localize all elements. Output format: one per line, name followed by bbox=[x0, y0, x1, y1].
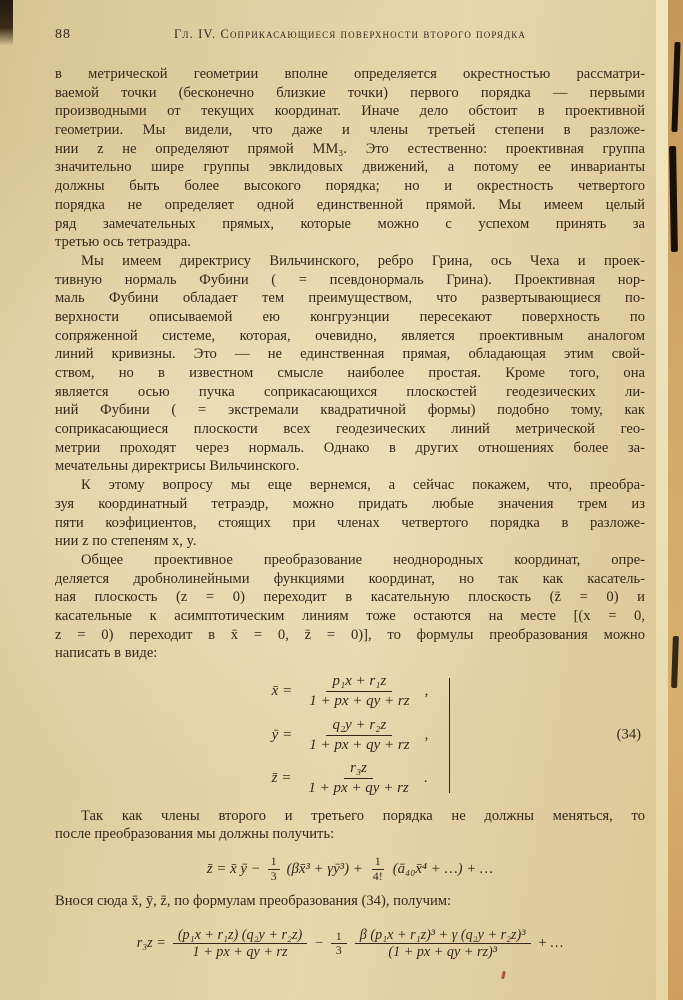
text-line: касательные к асимптотическим линиям тоже остаются на месте [(x = 0, bbox=[55, 607, 645, 624]
punctuation: . bbox=[423, 770, 428, 787]
eq-tail: (ā₄₀x̄⁴ + …) + … bbox=[392, 860, 494, 877]
text-line: маль Фубини обладает тем преимуществом, что развертывающиеся по- bbox=[55, 290, 645, 307]
eq-tail: + … bbox=[537, 935, 564, 952]
fraction bbox=[303, 673, 415, 711]
body-text-block bbox=[55, 892, 645, 911]
body-text-block bbox=[55, 65, 645, 663]
text-line: деляется дробнолинейными функциями координат, но так как касатель- bbox=[55, 570, 645, 587]
punctuation: , bbox=[424, 683, 429, 700]
eq-lhs: ȳ = bbox=[271, 726, 293, 743]
text-line: является осью пучка соприкасающихся плоскостей геодезических ли- bbox=[55, 383, 645, 400]
fraction-denominator: 3 bbox=[335, 943, 342, 958]
fraction-numerator: r₃z bbox=[344, 760, 373, 779]
fraction-numerator: 1 bbox=[268, 855, 280, 870]
text-line: z = 0) переходит в x̄ = 0, z̄ = 0)], то формулы преобразования можно bbox=[55, 626, 645, 643]
fraction-denominator: 1 + px + qy + rz bbox=[308, 780, 409, 797]
text-line: Мы имеем директрису Вильчинского, ребро Грина, ось Чеха и проек- bbox=[81, 252, 645, 269]
equation-zbar bbox=[272, 760, 429, 798]
equation-final bbox=[55, 927, 645, 961]
fraction-cubes bbox=[355, 927, 531, 961]
text-line: тивную нормаль Фубини ( = псевдонормаль Грина). Проективная нор- bbox=[55, 271, 645, 288]
equation-expansion bbox=[55, 855, 645, 884]
fraction-denominator: 1 + px + qy + rz bbox=[309, 693, 410, 710]
text-line: Общее проективное преобразование неоднородных координат, опре- bbox=[81, 551, 645, 568]
eq-lhs: z̄ = bbox=[271, 770, 292, 787]
text-line: зуя координатный тетраэдр, можно придать любые значения трем из bbox=[55, 495, 645, 512]
fraction-numerator: (p₁x + r₁z) (q₂y + r₂z) bbox=[173, 927, 307, 944]
body-text-block bbox=[55, 807, 645, 844]
fraction-one-over-4-factorial bbox=[370, 855, 386, 884]
eq-lhs: z̄ = x̄ ȳ − bbox=[206, 860, 261, 877]
scan-shadow-top-left bbox=[0, 0, 13, 46]
fraction-numerator: p₁x + r₁z bbox=[326, 673, 392, 692]
text-line: порядка не определяет одной единственной прямой. Мы имеем целый bbox=[55, 196, 645, 213]
paragraph bbox=[55, 252, 645, 476]
text-line: линий кривизны. Это — не единственная прямая, обладающая этим свой- bbox=[55, 346, 645, 363]
text-line: метрии проходят через нормаль. Однако в других отношениях более за- bbox=[55, 439, 645, 456]
equation-system bbox=[272, 673, 429, 798]
paragraph bbox=[55, 807, 645, 844]
fraction-numerator: 1 bbox=[372, 855, 384, 870]
chapter-running-head: Гл. IV. Соприкасающиеся поверхности второго порядка bbox=[174, 27, 526, 41]
text-line: ний Фубини ( = экстремали квадратичной формы) подобно тому, как bbox=[55, 402, 645, 419]
text-line: третью ось тетраэдра. bbox=[55, 234, 191, 251]
paragraph bbox=[55, 476, 645, 551]
text-line: пяти коэфициентов, стоящих при членах четвертого порядка в разложе- bbox=[55, 514, 645, 531]
text-line: ваемой точки (бесконечно близкие точки) первого порядка — первыми bbox=[55, 84, 645, 101]
text-line: Так как члены второго и третьего порядка не должны меняться, то bbox=[81, 807, 645, 824]
text-line: геометрии. Мы видели, что даже и члены третьей степени в разложе- bbox=[55, 122, 645, 139]
text-line: нии z не определяют прямой MM₃. Это естественно: проективная группа bbox=[55, 140, 645, 157]
fraction-one-third bbox=[331, 930, 347, 959]
paper-speck bbox=[501, 971, 506, 979]
punctuation: , bbox=[424, 726, 429, 743]
fraction bbox=[302, 760, 414, 798]
equation-number-34: (34) bbox=[616, 726, 641, 743]
system-brace-rule bbox=[449, 678, 450, 793]
text-line: мечательны директрисы Вильчинского. bbox=[55, 458, 300, 475]
text-line: в метрической геометрии вполне определяется окрестностью рассматри- bbox=[55, 66, 645, 82]
eq-middle: (βx̄³ + γȳ³) + bbox=[286, 860, 363, 877]
text-line: производными от текущих координат. Иначе дело обстоит в проективной bbox=[55, 103, 645, 120]
page-edge-strip bbox=[656, 0, 668, 1000]
running-header bbox=[55, 27, 645, 44]
text-line: после преобразования мы должны получить: bbox=[55, 826, 335, 843]
fraction-denominator: 3 bbox=[270, 868, 277, 883]
equation-ybar bbox=[272, 717, 429, 755]
fraction-product bbox=[173, 927, 307, 961]
fraction-denominator: 4! bbox=[372, 868, 383, 883]
fraction-denominator: (1 + px + qy + rz)³ bbox=[388, 944, 497, 961]
page-number: 88 bbox=[55, 27, 71, 42]
text-line: нии z по степеням x, y. bbox=[55, 533, 197, 550]
text-line: Внося сюда x̄, ȳ, z̄, по формулам преобразования (34), получим: bbox=[55, 893, 452, 910]
text-line: должны быть более высокого порядка; но и окрестность четвертого bbox=[55, 178, 645, 195]
text-line: значительно шире группы эвклидовых движений, а потому ее инварианты bbox=[55, 159, 645, 176]
fraction-denominator: 1 + px + qy + rz bbox=[192, 944, 288, 961]
text-line: ряд замечательных прямых, которые можно с успехом принять за bbox=[55, 215, 645, 232]
paragraph bbox=[55, 551, 645, 663]
fraction-numerator: 1 bbox=[331, 930, 347, 945]
text-line: К этому вопросу мы еще вернемся, а сейчас покажем, что, преобра- bbox=[81, 477, 645, 494]
text-line: ством, но в известном смысле наиболее простая. Кроме того, она bbox=[55, 365, 645, 381]
text-line: соприкасающиеся плоскости всех геодезических линий метрической гео- bbox=[55, 421, 645, 438]
equation-xbar bbox=[272, 673, 429, 711]
paragraph bbox=[55, 65, 645, 252]
text-line: написать в виде: bbox=[55, 645, 158, 662]
fraction-one-third bbox=[268, 855, 280, 884]
fraction-numerator: β (p₁x + r₁z)³ + γ (q₂y + r₂z)³ bbox=[355, 927, 531, 944]
text-line: ная плоскость (z = 0) переходит в касательную плоскость (z̄ = 0) и bbox=[55, 589, 645, 606]
text-line: сопряженной системе, которая, очевидно, является проективным аналогом bbox=[55, 327, 645, 344]
fraction-numerator: q₂y + r₂z bbox=[326, 717, 392, 736]
fraction-denominator: 1 + px + qy + rz bbox=[309, 736, 410, 753]
page-content bbox=[55, 0, 645, 961]
minus-operator: − bbox=[314, 935, 324, 952]
fraction bbox=[303, 717, 415, 755]
equation-system-34 bbox=[55, 673, 645, 798]
eq-lhs: x̄ = bbox=[271, 683, 293, 700]
text-line: верхности описываемой ею конгруэнции пересекают поверхность по bbox=[55, 308, 645, 325]
eq-lhs: r₃z = bbox=[136, 935, 166, 952]
paragraph bbox=[55, 892, 645, 911]
